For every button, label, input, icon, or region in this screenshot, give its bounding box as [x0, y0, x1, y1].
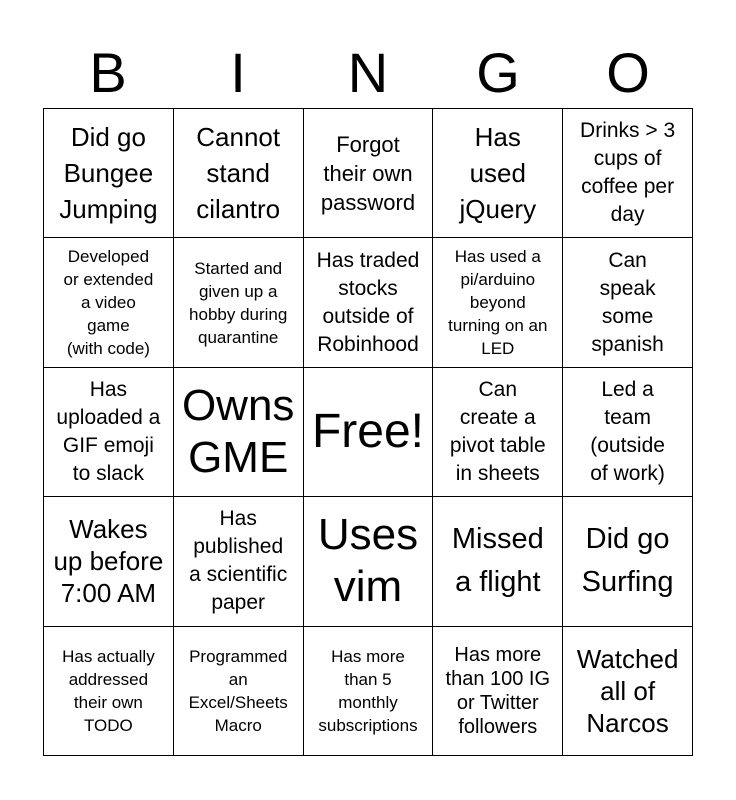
bingo-grid — [43, 108, 693, 756]
bingo-cell-r4-c3[interactable]: Has more than 100 IG or Twitter followers — [433, 627, 563, 756]
bingo-cell-r1-c0[interactable]: Developed or extended a video game (with code) — [44, 238, 174, 367]
header-letter-n: N — [347, 41, 389, 104]
bingo-cell-r2-c1[interactable]: Owns GME — [174, 368, 304, 497]
header-letter-o: O — [606, 41, 650, 104]
bingo-cell-r3-c4[interactable]: Did go Surfing — [563, 497, 693, 626]
bingo-cell-r0-c3[interactable]: Has used jQuery — [433, 109, 563, 238]
bingo-cell-r4-c1[interactable]: Programmed an Excel/Sheets Macro — [174, 627, 304, 756]
header-letter-i: I — [230, 41, 246, 104]
bingo-cell-r4-c2[interactable]: Has more than 5 monthly subscriptions — [304, 627, 434, 756]
bingo-cell-r1-c4[interactable]: Can speak some spanish — [563, 238, 693, 367]
bingo-cell-r2-c4[interactable]: Led a team (outside of work) — [563, 368, 693, 497]
bingo-cell-r2-c0[interactable]: Has uploaded a GIF emoji to slack — [44, 368, 174, 497]
bingo-cell-r1-c1[interactable]: Started and given up a hobby during quarantine — [174, 238, 304, 367]
free-space-cell[interactable]: Free! — [304, 368, 434, 497]
bingo-cell-r2-c3[interactable]: Can create a pivot table in sheets — [433, 368, 563, 497]
bingo-cell-r0-c4[interactable]: Drinks > 3 cups of coffee per day — [563, 109, 693, 238]
bingo-cell-r3-c0[interactable]: Wakes up before 7:00 AM — [44, 497, 174, 626]
bingo-cell-r3-c2[interactable]: Uses vim — [304, 497, 434, 626]
bingo-cell-r3-c3[interactable]: Missed a flight — [433, 497, 563, 626]
bingo-header — [43, 38, 693, 108]
header-letter-b: B — [89, 41, 127, 104]
header-letter-g: G — [476, 41, 520, 104]
bingo-cell-r0-c1[interactable]: Cannot stand cilantro — [174, 109, 304, 238]
bingo-cell-r1-c2[interactable]: Has traded stocks outside of Robinhood — [304, 238, 434, 367]
bingo-cell-r3-c1[interactable]: Has published a scientific paper — [174, 497, 304, 626]
bingo-cell-r1-c3[interactable]: Has used a pi/arduino beyond turning on an LED — [433, 238, 563, 367]
bingo-cell-r4-c0[interactable]: Has actually addressed their own TODO — [44, 627, 174, 756]
bingo-cell-r0-c0[interactable]: Did go Bungee Jumping — [44, 109, 174, 238]
bingo-cell-r4-c4[interactable]: Watched all of Narcos — [563, 627, 693, 756]
bingo-cell-r0-c2[interactable]: Forgot their own password — [304, 109, 434, 238]
